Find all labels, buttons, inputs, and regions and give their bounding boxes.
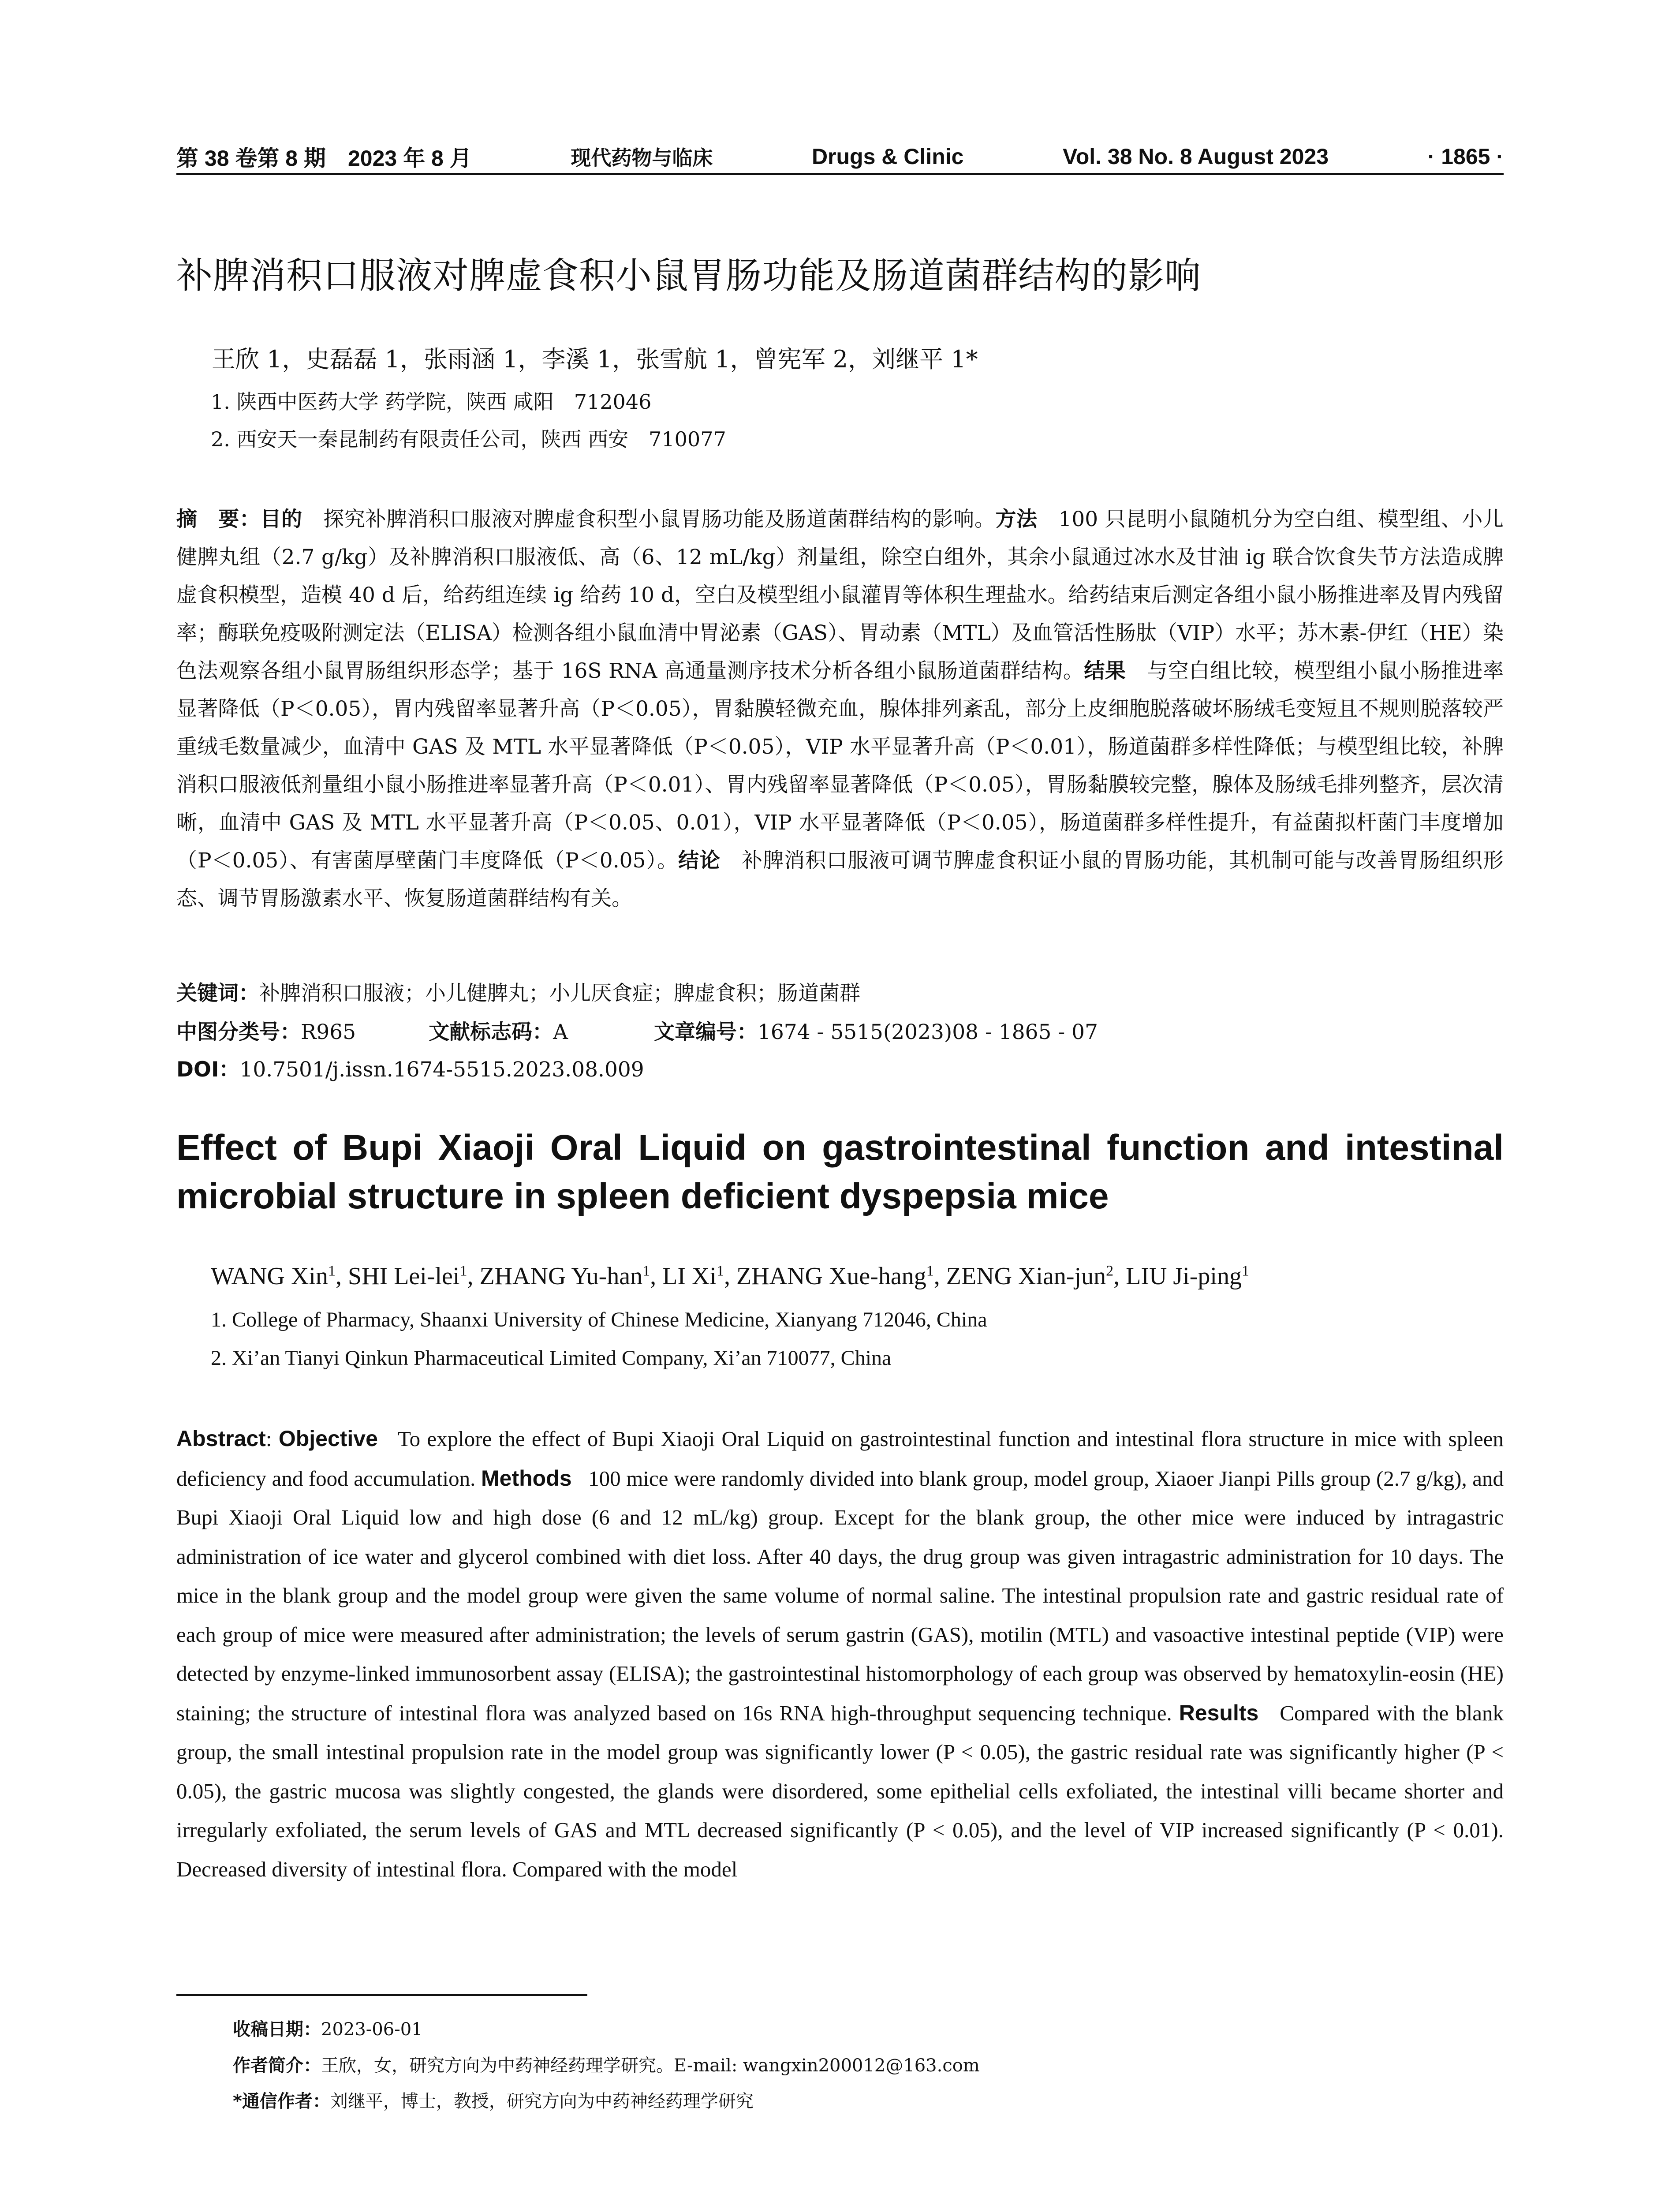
document-code bbox=[429, 1016, 568, 1045]
paper-title-en: Effect of Bupi Xiaoji Oral Liquid on gastrointestinal function and intestinal microbial structure in spleen deficient dyspepsia mice bbox=[176, 1128, 1504, 1216]
clc-value: R965 bbox=[301, 1020, 356, 1044]
corresponding-text: 刘继平，博士，教授，研究方向为中药神经药理学研究 bbox=[330, 2091, 754, 2112]
results-en-label: Results bbox=[1179, 1700, 1259, 1725]
classification-line bbox=[176, 1016, 1504, 1045]
methods-cn-text: 100 只昆明小鼠随机分为空白组、模型组、小儿健脾丸组（2.7 g/kg）及补脾消积口服液低、高（6、12 mL/kg）剂量组，除空白组外，其余小鼠通过冰水及甘油 ig 联合饮食失节方法造成脾虚食积模型，造模 40 d 后，给药组连续 ig 给药 10 d，空白及模型组小鼠灌胃等体积生理盐水。给药结束后测定各组小鼠小肠推进率及胃内残留率；酶联免疫吸附测定法（ELISA）检测各组小鼠血清中胃泌素（GAS）、胃动素（MTL）及血管活性肠肽（VIP）水平；苏木素-伊红（HE）染色法观察各组小鼠胃肠组织形态学；基于 16S RNA 高通量测序技术分析各组小鼠肠道菌群结构。 bbox=[176, 507, 1504, 683]
author-en: WANG Xin$^1$ bbox=[211, 1263, 336, 1290]
header-journal-cn: 现代药物与临床 bbox=[571, 146, 713, 170]
author-en: ZENG Xian-jun$^2$ bbox=[946, 1263, 1114, 1290]
abstract-cn-label: 摘 要： bbox=[176, 507, 261, 531]
keywords-cn bbox=[176, 977, 1504, 1006]
author-bio-text: 王欣，女，研究方向为中药神经药理学研究。E-mail: wangxin200012@163.com bbox=[321, 2056, 980, 2076]
author-list-en: WANG Xin$^1$, SHI Lei-lei$^1$, ZHANG Yu-han$^1$, LI Xi$^1$, ZHANG Xue-hang$^1$, ZENG Xian-jun$^2$, LIU Ji-ping$^1$ bbox=[211, 1263, 1249, 1290]
header-volume-en: Vol. 38 No. 8 August 2023 bbox=[1063, 144, 1329, 169]
author-bio-label: 作者简介： bbox=[233, 2056, 321, 2076]
article-number bbox=[654, 1016, 1098, 1045]
objective-cn-text: 探究补脾消积口服液对脾虚食积型小鼠胃肠功能及肠道菌群结构的影响。 bbox=[302, 507, 996, 531]
objective-cn-label: 目的 bbox=[260, 507, 302, 531]
keywords-cn-value: 补脾消积口服液；小儿健脾丸；小儿厌食症；脾虚食积；肠道菌群 bbox=[259, 981, 860, 1005]
author-list-cn: 王欣 1，史磊磊 1，张雨涵 1，李溪 1，张雪航 1，曾宪军 2，刘继平 1* bbox=[212, 345, 978, 373]
author-en: LIU Ji-ping$^1$ bbox=[1126, 1263, 1249, 1290]
affiliation-cn-2: 2. 西安天一秦昆制药有限责任公司，陕西 西安 710077 bbox=[211, 427, 726, 451]
methods-en-label: Methods bbox=[481, 1465, 572, 1491]
doi-label: DOI： bbox=[176, 1058, 240, 1082]
article-value: 1674 - 5515(2023)08 - 1865 - 07 bbox=[757, 1020, 1098, 1044]
header-journal-en: Drugs & Clinic bbox=[811, 144, 964, 169]
footnote-received bbox=[233, 2015, 423, 2041]
objective-en-label: Objective bbox=[278, 1426, 378, 1451]
corresponding-label: *通信作者： bbox=[233, 2091, 330, 2112]
clc-label: 中图分类号： bbox=[176, 1020, 301, 1044]
doi-value[interactable]: 10.7501/j.issn.1674-5515.2023.08.009 bbox=[239, 1058, 644, 1082]
clc-code bbox=[176, 1016, 356, 1045]
article-label: 文章编号： bbox=[653, 1020, 758, 1044]
author-en: LI Xi$^1$ bbox=[662, 1263, 724, 1290]
affiliation-en-1: 1. College of Pharmacy, Shaanxi University of Chinese Medicine, Xianyang 712046, China bbox=[211, 1308, 987, 1331]
header-page-number: · 1865 · bbox=[1427, 144, 1504, 169]
abstract-cn bbox=[176, 501, 1504, 918]
conclusion-cn-label: 结论 bbox=[678, 848, 721, 873]
results-en-text: Compared with the blank group, the small intestinal propulsion rate in the model group was significantly lower (P < 0.05), the gastric residual rate was significantly higher (P < 0.05), the gastric mucosa was slightly congested, the glands were disordered, some epithelial cells exfoliated, the intestinal villi became shorter and irregularly exfoliated, the serum levels of GAS and MTL decreased significantly (P < 0.05), and the level of VIP increased significantly (P < 0.01). Decreased diversity of intestinal flora. Compared with the model bbox=[176, 1700, 1504, 1881]
received-label: 收稿日期： bbox=[233, 2019, 321, 2040]
received-date: 2023-06-01 bbox=[321, 2019, 423, 2040]
affiliation-cn-1: 1. 陕西中医药大学 药学院，陕西 咸阳 712046 bbox=[211, 390, 652, 414]
results-cn-text: 与空白组比较，模型组小鼠小肠推进率显著降低（P＜0.05），胃内残留率显著升高（P＜0.05），胃黏膜轻微充血，腺体排列紊乱，部分上皮细胞脱落破坏肠绒毛变短且不规则脱落较严重绒毛数量减少，血清中 GAS 及 MTL 水平显著降低（P＜0.05），VIP 水平显著升高（P＜0.01），肠道菌群多样性降低；与模型组比较，补脾消积口服液低剂量组小鼠小肠推进率显著升高（P＜0.01）、胃内残留率显著降低（P＜0.05），胃肠黏膜较完整，腺体及肠绒毛排列整齐，层次清晰，血清中 GAS 及 MTL 水平显著升高（P＜0.05、0.01），VIP 水平显著降低（P＜0.05），肠道菌群多样性提升，有益菌拟杆菌门丰度增加（P＜0.05）、有害菌厚壁菌门丰度降低（P＜0.05）。 bbox=[176, 659, 1504, 873]
methods-cn-label: 方法 bbox=[995, 507, 1038, 531]
doc-label: 文献标志码： bbox=[429, 1020, 553, 1044]
author-en: ZHANG Yu-han$^1$ bbox=[479, 1263, 650, 1290]
paper-title-cn: 补脾消积口服液对脾虚食积小鼠胃肠功能及肠道菌群结构的影响 bbox=[176, 255, 1202, 297]
footnote-divider bbox=[176, 1994, 587, 1996]
abstract-en-label: Abstract bbox=[176, 1426, 266, 1451]
footnote-corresponding-author bbox=[233, 2087, 754, 2112]
results-cn-label: 结果 bbox=[1084, 659, 1126, 683]
affiliation-en-2: 2. Xi’an Tianyi Qinkun Pharmaceutical Limited Company, Xi’an 710077, China bbox=[211, 1346, 892, 1370]
author-en: SHI Lei-lei$^1$ bbox=[347, 1263, 467, 1290]
author-en: ZHANG Xue-hang$^1$ bbox=[736, 1263, 934, 1290]
header-volume-cn: 第 38 卷第 8 期 2023 年 8 月 bbox=[176, 146, 472, 171]
keywords-cn-label: 关键词： bbox=[176, 981, 259, 1005]
doi-line bbox=[176, 1053, 1504, 1083]
abstract-en: Abstract: Objective To explore the effect of Bupi Xiaoji Oral Liquid on gastrointestinal function and intestinal flora structure in mice with spleen deficiency and food accumulation. Methods 100 mice were randomly divided into blank group, model group, Xiaoer Jianpi Pills group (2.7 g/kg), and Bupi Xiaoji Oral Liquid low and high dose (6 and 12 mL/kg) group. Except for the blank group, the other mice were induced by intragastric administration of ice water and glycerol combined with diet loss. After 40 days, the drug group was given intragastric administration for 10 days. The mice in the blank group and the model group were given the same volume of normal saline. The intestinal propulsion rate and gastric residual rate of each group of mice were measured after administration; the levels of serum gastrin (GAS), motilin (MTL) and vasoactive intestinal peptide (VIP) were detected by enzyme-linked immunosorbent assay (ELISA); the gastrointestinal histomorphology of each group was observed by hematoxylin-eosin (HE) staining; the structure of intestinal flora was analyzed based on 16s RNA high-throughput sequencing technique. Results Compared with the blank group, the small intestinal propulsion rate in the model group was significantly lower (P < 0.05), the gastric residual rate was significantly higher (P < 0.05), the gastric mucosa was slightly congested, the glands were disordered, some epithelial cells exfoliated, the intestinal villi became shorter and irregularly exfoliated, the serum levels of GAS and MTL decreased significantly (P < 0.05), and the level of VIP increased significantly (P < 0.01). Decreased diversity of intestinal flora. Compared with the model bbox=[176, 1426, 1504, 1881]
doc-value: A bbox=[553, 1020, 568, 1044]
methods-en-text: 100 mice were randomly divided into blank group, model group, Xiaoer Jianpi Pills group (2.7 g/kg), and Bupi Xiaoji Oral Liquid low and high dose (6 and 12 mL/kg) group. Except for the blank group, the other mice were induced by intragastric administration of ice water and glycerol combined with diet loss. After 40 days, the drug group was given intragastric administration for 10 days. The mice in the blank group and the model group were given the same volume of normal saline. The intestinal propulsion rate and gastric residual rate of each group of mice were measured after administration; the levels of serum gastrin (GAS), motilin (MTL) and vasoactive intestinal peptide (VIP) were detected by enzyme-linked immunosorbent assay (ELISA); the gastrointestinal histomorphology of each group was observed by hematoxylin-eosin (HE) staining; the structure of intestinal flora was analyzed based on 16s RNA high-throughput sequencing technique. bbox=[176, 1466, 1504, 1725]
objective-en-text: To explore the effect of Bupi Xiaoji Oral Liquid on gastrointestinal function and intestinal flora structure in mice with spleen deficiency and food accumulation. bbox=[176, 1427, 1504, 1491]
footnote-author-bio bbox=[233, 2052, 980, 2077]
running-header bbox=[176, 140, 1504, 175]
conclusion-cn-text: 补脾消积口服液可调节脾虚食积证小鼠的胃肠功能，其机制可能与改善胃肠组织形态、调节胃肠激素水平、恢复肠道菌群结构有关。 bbox=[176, 848, 1504, 911]
